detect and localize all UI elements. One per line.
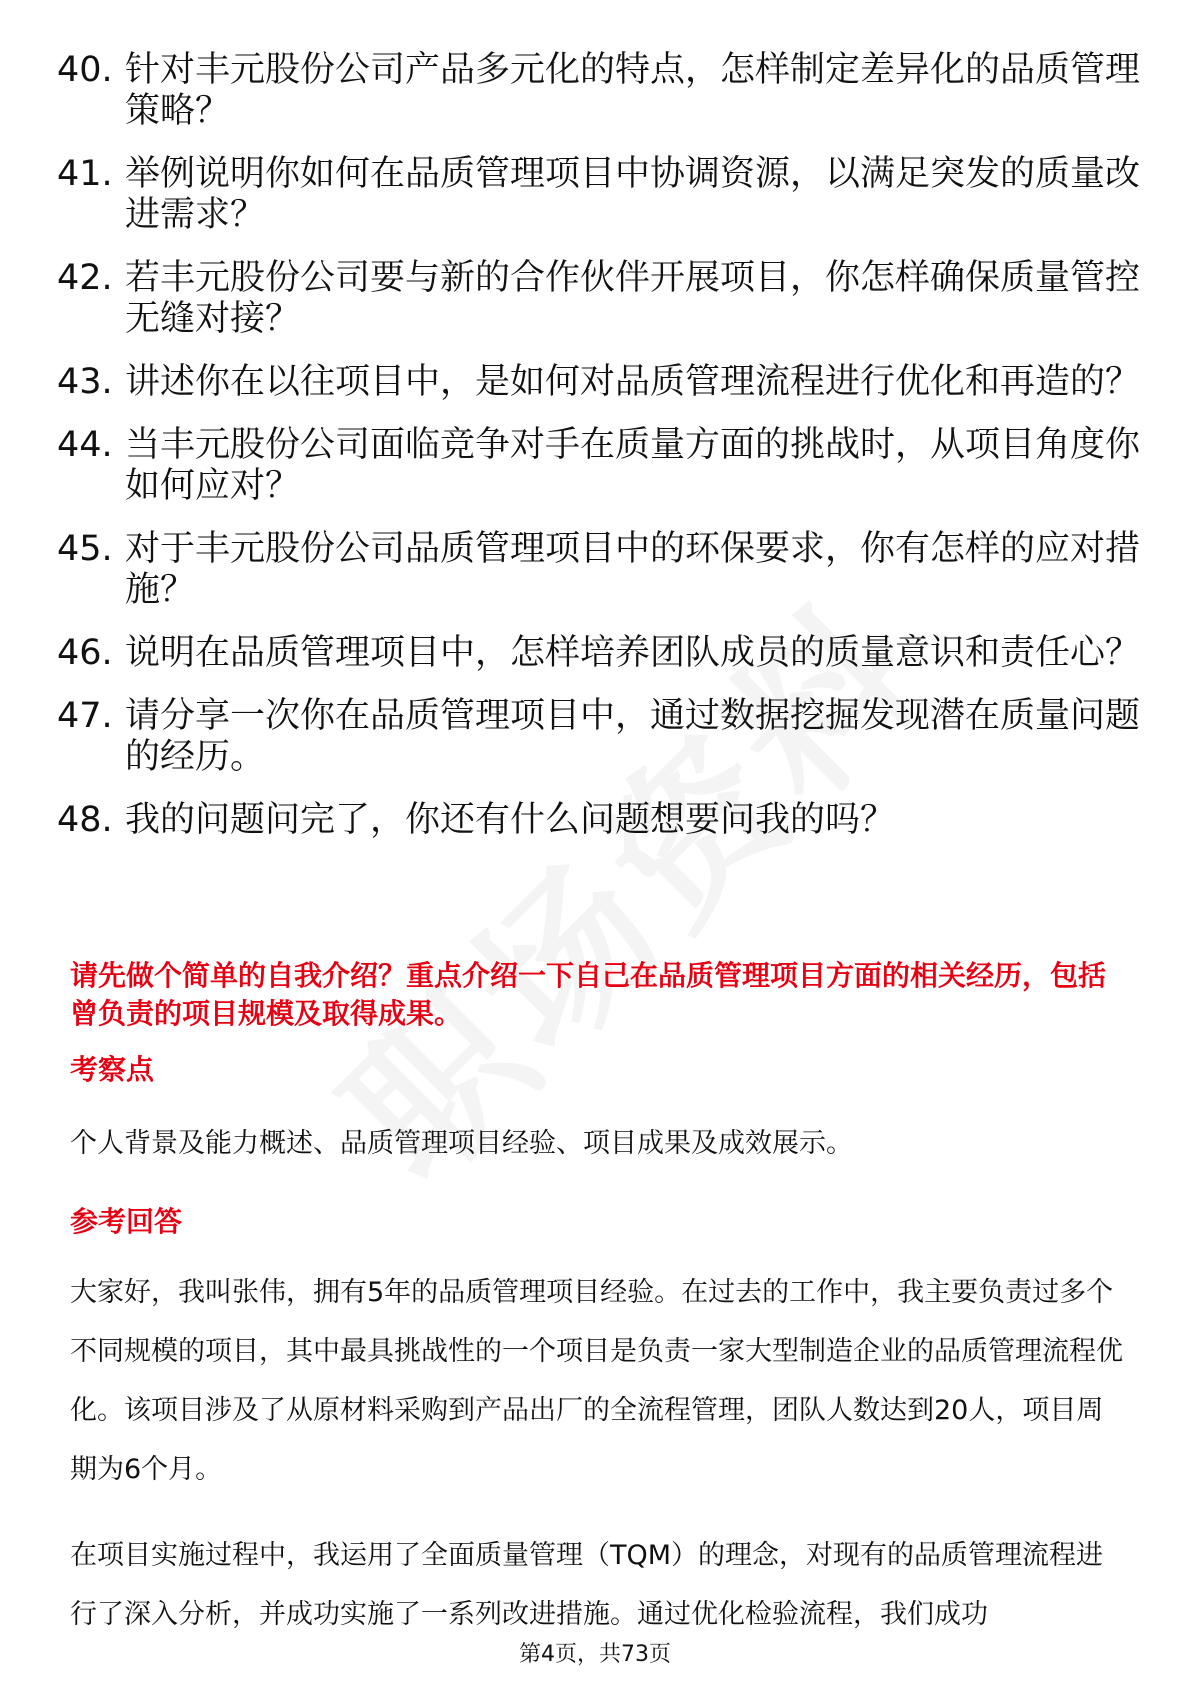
question-number: 46.: [57, 633, 113, 673]
question-number: 41.: [57, 154, 113, 194]
question-text: 请分享一次你在品质管理项目中，通过数据挖掘发现潜在质量问题的经历。: [125, 696, 1141, 777]
question-item: [57, 362, 1147, 403]
question-number: 42.: [57, 258, 113, 298]
reference-answer-paragraph: 在项目实施过程中，我运用了全面质量管理（TQM）的理念，对现有的品质管理流程进行了深入分析，并成功实施了一系列改进措施。通过优化检验流程，我们成功: [70, 1540, 1104, 1630]
question-text: 针对丰元股份公司产品多元化的特点，怎样制定差异化的品质管理策略？: [125, 50, 1141, 131]
question-text: 说明在品质管理项目中，怎样培养团队成员的质量意识和责任心？: [125, 633, 1141, 673]
question-number: 43.: [57, 362, 113, 402]
question-item: [57, 258, 1147, 340]
question-number: 40.: [57, 50, 113, 90]
question-text: 当丰元股份公司面临竞争对手在质量方面的挑战时，从项目角度你如何应对？: [125, 425, 1141, 506]
question-number: 48.: [57, 800, 113, 840]
question-list: [57, 50, 1147, 863]
highlight-question: 请先做个简单的自我介绍？重点介绍一下自己在品质管理项目方面的相关经历，包括曾负责的项目规模及取得成果。: [70, 959, 1107, 1030]
check-point-label: 考察点: [70, 1053, 155, 1086]
page-footer: 第4页，共73页: [519, 1642, 671, 1667]
question-text: 若丰元股份公司要与新的合作伙伴开展项目，你怎样确保质量管控无缝对接？: [125, 258, 1141, 339]
question-item: [57, 50, 1147, 132]
question-item: [57, 154, 1147, 236]
question-item: [57, 800, 1147, 841]
question-text: 讲述你在以往项目中，是如何对品质管理流程进行优化和再造的？: [125, 362, 1141, 402]
reference-answer-paragraph: 大家好，我叫张伟，拥有5年的品质管理项目经验。在过去的工作中，我主要负责过多个不同规模的项目，其中最具挑战性的一个项目是负责一家大型制造企业的品质管理流程优化。该项目涉及了从原材料采购到产品出厂的全流程管理，团队人数达到20人，项目周期为6个月。: [70, 1277, 1123, 1485]
question-number: 45.: [57, 529, 113, 569]
question-number: 44.: [57, 425, 113, 465]
reference-answer-label: 参考回答: [70, 1205, 183, 1238]
check-point-text: 个人背景及能力概述、品质管理项目经验、项目成果及成效展示。: [70, 1128, 853, 1159]
question-item: [57, 425, 1147, 507]
question-item: [57, 529, 1147, 611]
question-text: 举例说明你如何在品质管理项目中协调资源，以满足突发的质量改进需求？: [125, 154, 1141, 235]
question-text: 我的问题问完了，你还有什么问题想要问我的吗？: [125, 800, 896, 840]
question-item: [57, 633, 1147, 674]
question-number: 47.: [57, 696, 113, 736]
question-text: 对于丰元股份公司品质管理项目中的环保要求，你有怎样的应对措施？: [125, 529, 1141, 610]
question-item: [57, 696, 1147, 778]
